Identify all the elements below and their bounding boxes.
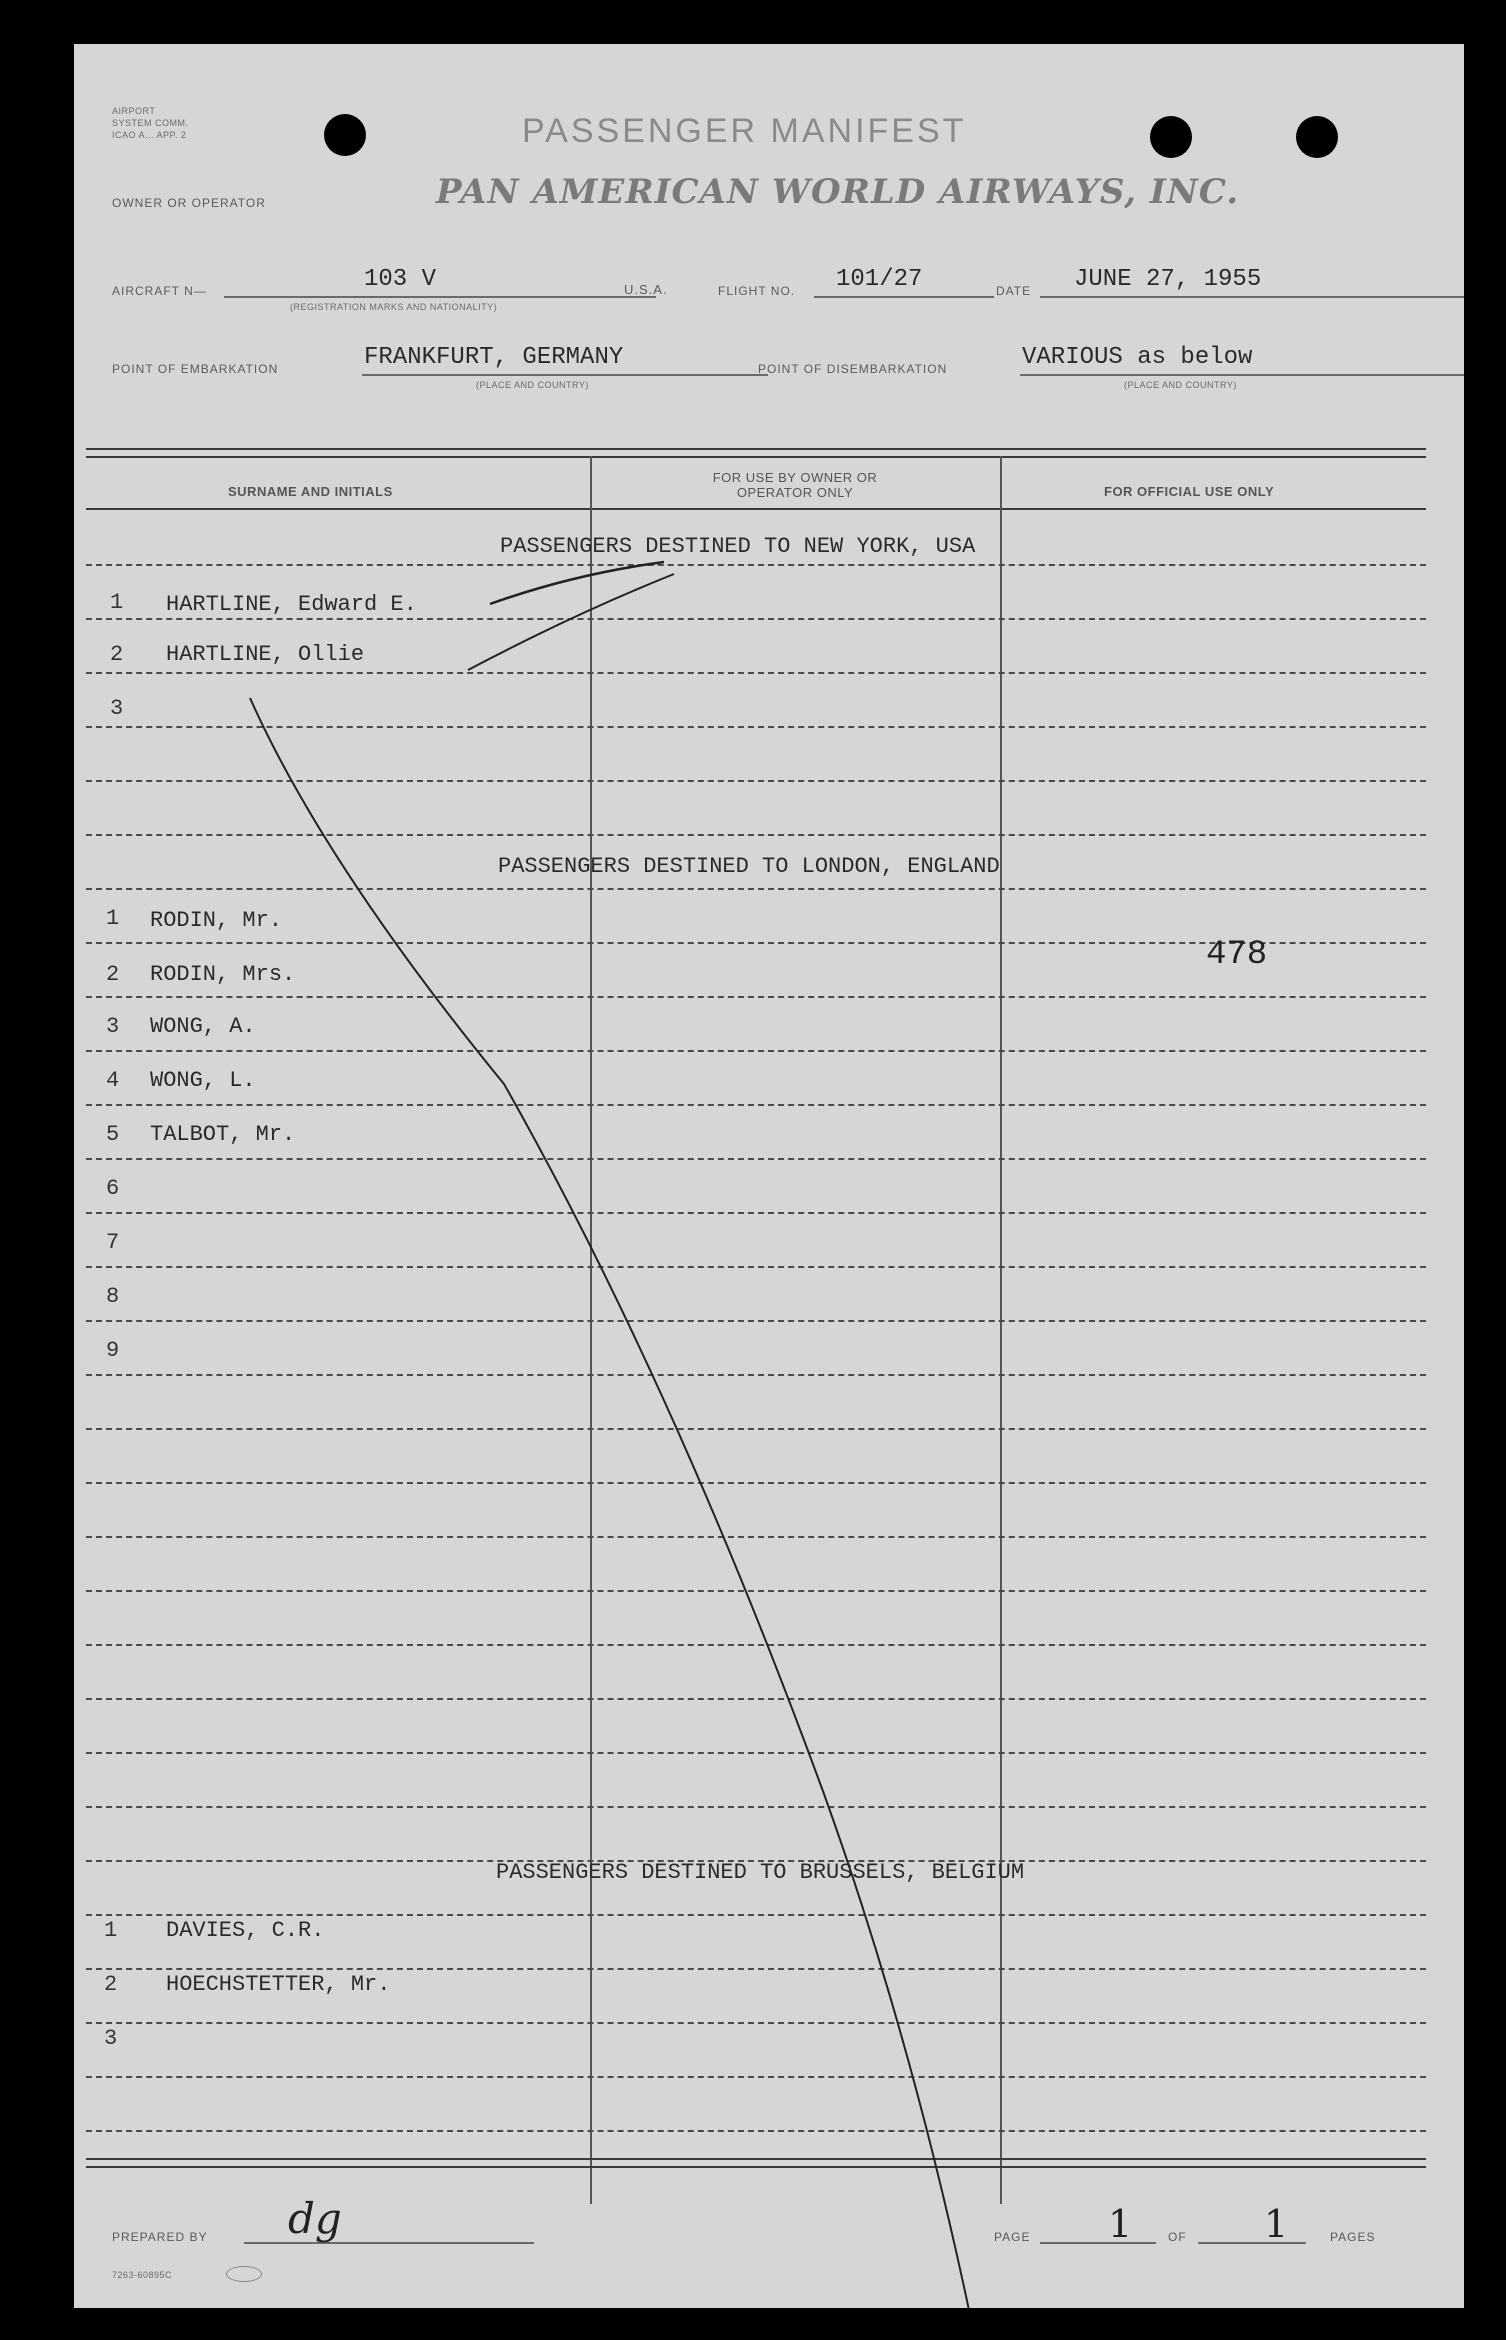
- column-header-official: FOR OFFICIAL USE ONLY: [1104, 484, 1275, 499]
- aircraft-sublabel: (REGISTRATION MARKS AND NATIONALITY): [290, 302, 498, 312]
- passenger-name: RODIN, Mr.: [150, 908, 283, 933]
- row-number: 4: [106, 1068, 120, 1093]
- passenger-name: WONG, L.: [150, 1068, 256, 1093]
- row-number: 3: [104, 2026, 118, 2051]
- row-number: 3: [110, 696, 124, 721]
- form-code: 7263-60895C: [112, 2270, 173, 2280]
- flight-label: FLIGHT NO.: [718, 284, 796, 298]
- aircraft-number: 103 V: [364, 266, 437, 293]
- pen-strike-marks: [74, 44, 1464, 2308]
- disembarkation-point: VARIOUS as below: [1022, 344, 1253, 371]
- pages-label: PAGES: [1330, 2230, 1376, 2244]
- flight-date: JUNE 27, 1955: [1074, 266, 1262, 293]
- row-number: 9: [106, 1338, 120, 1363]
- page-label: PAGE: [994, 2230, 1031, 2244]
- passenger-name: DAVIES, C.R.: [166, 1918, 325, 1943]
- passenger-name: TALBOT, Mr.: [150, 1122, 296, 1147]
- column-header-owner-use: FOR USE BY OWNER OR OPERATOR ONLY: [712, 470, 878, 500]
- row-number: 2: [106, 962, 120, 987]
- embarkation-sublabel: (PLACE AND COUNTRY): [476, 380, 589, 390]
- row-number: 8: [106, 1284, 120, 1309]
- diagonal-cancel-line: [250, 698, 974, 2308]
- row-number: 1: [106, 906, 120, 931]
- passenger-name: RODIN, Mrs.: [150, 962, 296, 987]
- passenger-name: WONG, A.: [150, 1014, 256, 1039]
- disembarkation-label: POINT OF DISEMBARKATION: [758, 362, 948, 376]
- passenger-name: HARTLINE, Edward E.: [166, 592, 417, 617]
- row-number: 2: [104, 1972, 118, 1997]
- corner-line-1: AIRPORT: [112, 106, 156, 116]
- corner-line-2: SYSTEM COMM.: [112, 118, 189, 128]
- disembarkation-sublabel: (PLACE AND COUNTRY): [1124, 380, 1237, 390]
- row-number: 7: [106, 1230, 120, 1255]
- date-label: DATE: [996, 284, 1032, 298]
- corner-line-3: ICAO A... APP. 2: [112, 130, 187, 140]
- section-heading-brussels: PASSENGERS DESTINED TO BRUSSELS, BELGIUM: [496, 1860, 1025, 1885]
- total-pages: 1: [1264, 2202, 1289, 2246]
- row-number: 6: [106, 1176, 120, 1201]
- embarkation-point: FRANKFURT, GERMANY: [364, 344, 624, 371]
- strike-line-passenger-1: [490, 562, 664, 604]
- section-heading-new-york: PASSENGERS DESTINED TO NEW YORK, USA: [500, 534, 976, 559]
- passenger-name: HARTLINE, Ollie: [166, 642, 365, 667]
- prepared-by-label: PREPARED BY: [112, 2230, 208, 2244]
- owner-name: PAN AMERICAN WORLD AIRWAYS, INC.: [436, 172, 1240, 212]
- section-heading-london: PASSENGERS DESTINED TO LONDON, ENGLAND: [498, 854, 1000, 879]
- official-number: 478: [1206, 936, 1268, 974]
- usa-label: U.S.A.: [624, 282, 668, 297]
- embarkation-label: POINT OF EMBARKATION: [112, 362, 279, 376]
- aircraft-label: AIRCRAFT N—: [112, 284, 207, 298]
- row-number: 3: [106, 1014, 120, 1039]
- owner-label: OWNER OR OPERATOR: [112, 196, 266, 210]
- of-label: OF: [1168, 2230, 1187, 2244]
- row-number: 2: [110, 642, 124, 667]
- form-title: PASSENGER MANIFEST: [522, 112, 967, 150]
- flight-number: 101/27: [836, 266, 923, 293]
- page-number: 1: [1108, 2202, 1133, 2246]
- passenger-name: HOECHSTETTER, Mr.: [166, 1972, 391, 1997]
- prepared-by-signature: dg: [288, 2194, 342, 2243]
- manifest-sheet: [74, 44, 1464, 2308]
- row-number: 1: [110, 590, 124, 615]
- row-number: 5: [106, 1122, 120, 1147]
- column-header-surname: SURNAME AND INITIALS: [228, 484, 393, 499]
- strike-line-passenger-2: [468, 574, 674, 670]
- row-number: 1: [104, 1918, 118, 1943]
